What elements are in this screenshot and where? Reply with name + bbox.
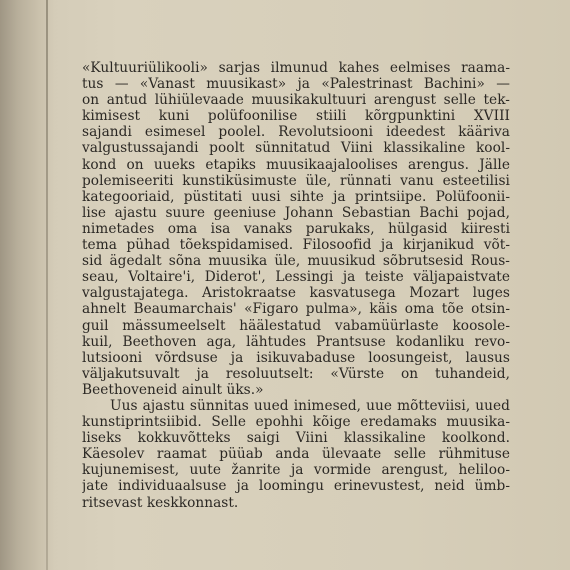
text-line: ahnelt Beaumarchais' «Figaro pulma», käis oma tõe otsin- [82,301,510,318]
paragraph-2 [82,398,510,511]
binding-edge [46,0,48,570]
text-line: väljakutsuvalt ja resoluutselt: «Vürste on tuhandeid, [82,365,510,382]
text-line: kategooriaid, püstitati uusi sihte ja printsiipe. Polüfoonii- [82,188,510,205]
text-line: jate individuaalsuse ja loomingu erinevustest, neid ümb- [82,478,510,495]
text-line: sajandi esimesel poolel. Revolutsiooni ideedest kääriva [82,124,510,141]
text-line: kuil, Beethoven aga, lähtudes Prantsuse kodanliku revo- [82,333,510,350]
text-line: nimetades oma isa vanaks parukaks, hülgasid kiiresti [82,220,510,237]
paragraph-1 [82,60,510,398]
text-line: «Kultuuriülikooli» sarjas ilmunud kahes eelmises raama- [82,60,510,76]
body-text [82,60,510,511]
text-line: on antud lühiülevaade muusikakultuuri arengust selle tek- [82,92,510,109]
text-line: kimisest kuni polüfoonilise stiili kõrgpunktini XVIII [82,108,510,125]
text-line: liseks kokkuvõtteks saigi Viini klassikaline koolkond. [82,430,510,447]
text-line: guil mässumeelselt häälestatud vabamüürlaste koosole- [82,317,510,334]
text-line: tema pühad tõekspidamised. Filosoofid ja kirjanikud võt- [82,237,510,254]
text-line: kond on uueks etapiks muusikaajaloolises arengus. Jälle [82,156,510,173]
text-line: kujunemisest, uute žanrite ja vormide arengust, heliloo- [82,462,510,479]
text-line: Käesolev raamat püüab anda ülevaate selle rühmituse [82,446,510,463]
text-line: ritsevast keskkonnast. [82,494,239,511]
text-line: Beethoveneid ainult üks.» [82,381,264,398]
text-line: kunstiprintsiibid. Selle epohhi kõige eredamaks muusika- [82,414,510,431]
text-line: Uus ajastu sünnitas uued inimesed, uue mõtteviisi, uued [110,397,510,414]
text-line: valgustussajandi poolt sünnitatud Viini klassikaline kool- [82,140,510,157]
text-line: sid ägedalt sõna muusika üle, muusikud sõbrutsesid Rous- [82,253,510,270]
text-line: polemiseeriti kunstiküsimuste üle, rünnati vanu esteetilisi [82,172,510,189]
text-line: valgustajatega. Aristokraatse kasvatusega Mozart luges [82,285,510,302]
text-line: tus — «Vanast muusikast» ja «Palestrinast Bachini» — [82,76,510,93]
text-line: lutsiooni võrdsuse ja isikuvabaduse loosungeist, lausus [82,349,510,366]
text-line: lise ajastu suure geeniuse Johann Sebastian Bachi pojad, [82,204,510,221]
text-line: seau, Voltaire'i, Diderot', Lessingi ja teiste väljapaistvate [82,269,510,286]
